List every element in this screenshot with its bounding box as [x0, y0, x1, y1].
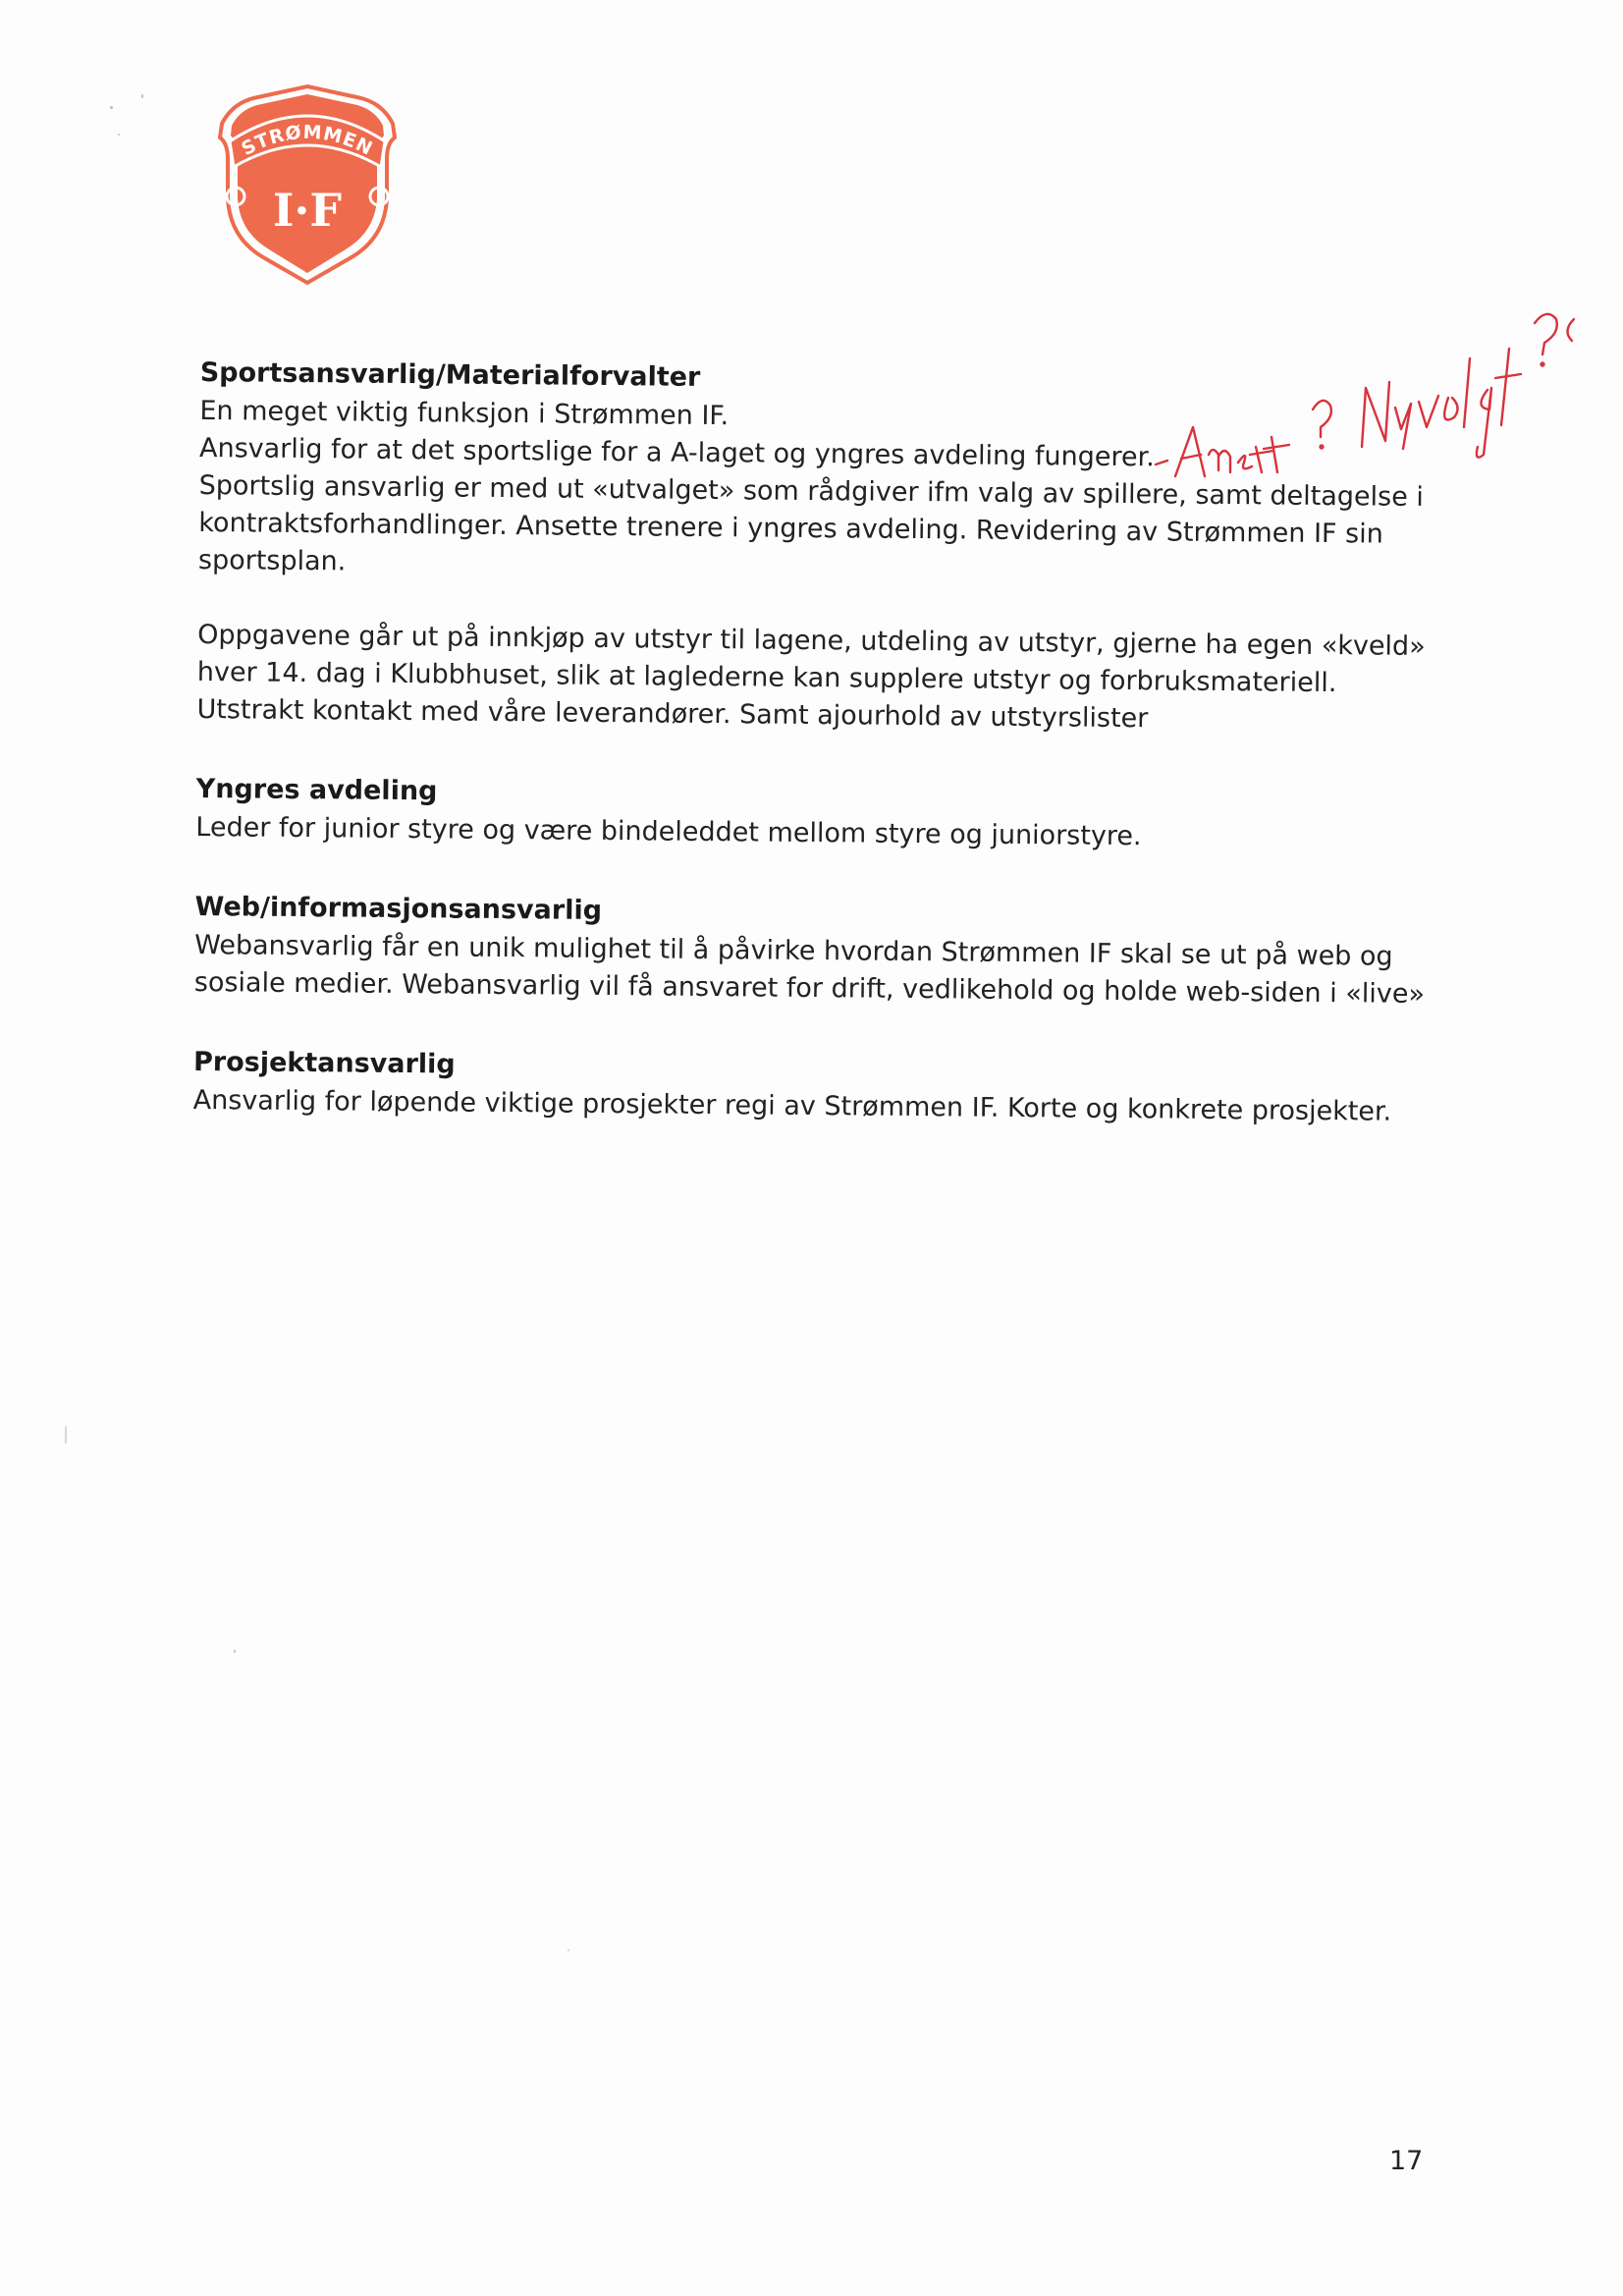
page-number: 17 [1389, 2146, 1424, 2176]
text-line: Sportslig ansvarlig er med ut «utvalget» som rådgiver ifm valg av spillere, samt deltagelse i [198, 469, 1425, 513]
section-heading: Web/informasjonsansvarlig [194, 891, 603, 926]
section-prosjektansvarlig [193, 1043, 1471, 1131]
section-heading: Sportsansvarlig/Materialforvalter [199, 356, 701, 393]
text-line: hver 14. dag i Klubbhuset, slik at laglederne kan supplere utstyr og forbruksmateriell. [196, 656, 1337, 699]
text-line: Webansvarlig får en unik mulighet til å påvirke hvordan Strømmen IF skal se ut på web og [194, 929, 1393, 972]
text-line: En meget viktig funksjon i Strømmen IF. [199, 395, 730, 432]
text-line: Leder for junior styre og være bindeleddet mellom styre og juniorstyre. [195, 811, 1142, 852]
section-heading: Yngres avdeling [195, 773, 438, 807]
section-yngres-avdeling [195, 770, 1473, 858]
text-line: kontraktsforhandlinger. Ansette trenere i yngres avdeling. Revidering av Strømmen IF sin [198, 507, 1383, 550]
text-line: Ansvarlig for at det sportslige for a A-laget og yngres avdeling fungerer. [198, 432, 1155, 473]
section-heading: Prosjektansvarlig [192, 1046, 456, 1080]
handwritten-annotation [1154, 280, 1586, 496]
text-line: Oppgavene går ut på innkjøp av utstyr til lagene, utdeling av utstyr, gjerne ha egen «kveld» [197, 619, 1426, 662]
logo-top-text: STRØMMEN [238, 121, 377, 161]
text-line: Ansvarlig for løpende viktige prosjekter regi av Strømmen IF. Korte og konkrete prosjekter. [192, 1084, 1392, 1127]
text-line: Utstrakt kontakt med våre leverandører. Samt ajourhold av utstyrslister [196, 693, 1149, 735]
section-web-informasjon [194, 888, 1472, 1013]
text-line: sosiale medier. Webansvarlig vil få ansvaret for drift, vedlikehold og holde web-siden i «live» [193, 966, 1426, 1010]
logo-main-text: I·F [272, 184, 343, 237]
text-line: sportsplan. [197, 544, 347, 577]
club-logo [214, 81, 401, 287]
